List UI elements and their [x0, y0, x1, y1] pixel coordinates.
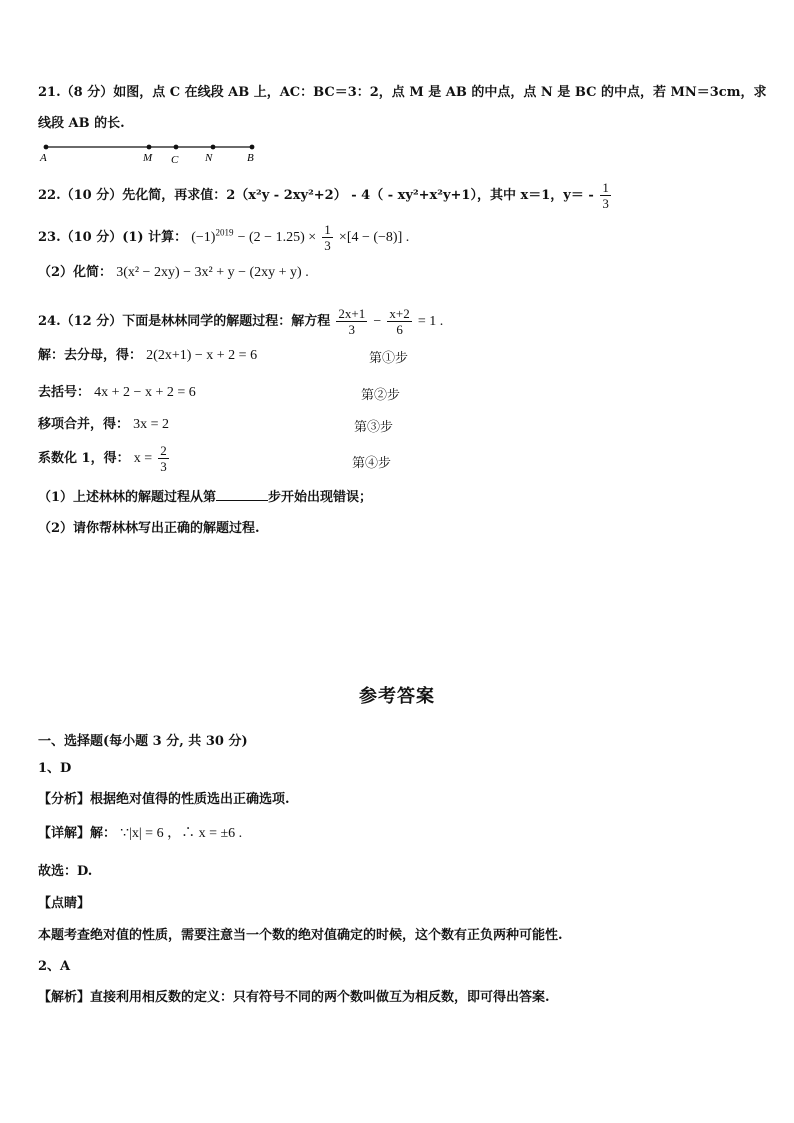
q23-exponent: 2019	[215, 227, 234, 238]
q23-expr-c: ×[4 − (−8)] .	[338, 230, 410, 245]
q24-s2-step: 第②步	[361, 388, 401, 403]
q24-sub1-a: （1）上述林林的解题过程从第	[38, 490, 217, 505]
q23-frac-den: 3	[324, 238, 331, 253]
label-a: A	[40, 152, 47, 164]
section-heading: 一、选择题(每小题 3 分, 共 30 分)	[38, 734, 248, 749]
q24-step1	[38, 347, 257, 365]
q24-stem	[38, 306, 443, 337]
q24-s3-step: 第③步	[354, 420, 394, 435]
q24-sub2: （2）请你帮林林写出正确的解题过程.	[38, 521, 260, 536]
q24-minus: −	[373, 314, 382, 329]
q24-fraction-1	[336, 306, 367, 337]
q24-f2-num: x+2	[389, 306, 410, 321]
q24-s2-expr: 4x + 2 − x + 2 = 6	[94, 385, 196, 400]
q23-expr-a: (−1)	[191, 230, 216, 245]
q23-frac-num: 1	[324, 222, 331, 237]
answers-title: 参考答案	[359, 686, 435, 707]
answer-1-analysis: 【分析】根据绝对值得的性质选出正确选项.	[38, 792, 290, 807]
answer-1-detail	[38, 825, 242, 843]
q24-s2-label: 去括号：	[38, 385, 91, 400]
q22-fraction	[600, 180, 611, 211]
q24-sub1	[38, 488, 372, 507]
point-a	[44, 145, 49, 150]
label-m: M	[143, 152, 153, 164]
q24-s1-expr: 2(2x+1) − x + 2 = 6	[146, 348, 258, 363]
point-c	[174, 145, 179, 150]
q22-frac-num: 1	[602, 180, 609, 195]
q24-prefix: 24.（12 分）下面是林林同学的解题过程：解方程	[38, 314, 331, 329]
q24-f1-num: 2x+1	[338, 306, 366, 321]
q24-f2-den: 6	[387, 321, 411, 337]
q21-line1: 21.（8 分）如图，点 C 在线段 AB 上，AC：BC＝3：2，点 M 是 AB 的中点，点 N 是 BC 的中点，若 MN＝3cm，求	[38, 85, 767, 100]
point-b	[250, 145, 255, 150]
label-b: B	[247, 152, 254, 164]
answer-1-tip: 本题考查绝对值的性质，需要注意当一个数的绝对值确定的时候，这个数有正负两种可能性.	[38, 928, 563, 943]
answer-1-choice: 故选：D.	[38, 864, 93, 879]
answer-2: 2、A	[38, 959, 71, 974]
q24-fraction-2	[387, 306, 411, 337]
q24-step2	[38, 384, 196, 402]
q23-fraction	[322, 222, 333, 253]
detail-expr: ∵|x| = 6 ，∴ x = ±6 .	[120, 826, 243, 841]
q24-step4	[38, 443, 171, 474]
q22-line	[38, 180, 613, 211]
q23-part2-expr: 3(x² − 2xy) − 3x² + y − (2xy + y) .	[116, 265, 309, 280]
q22-frac-den: 3	[602, 196, 609, 211]
q24-s4-fraction	[158, 443, 169, 474]
answer-1: 1、D	[38, 761, 72, 776]
q24-rhs: = 1 .	[417, 314, 444, 329]
q24-s3-expr: 3x = 2	[133, 417, 170, 432]
point-n	[211, 145, 216, 150]
detail-label: 【详解】解：	[38, 826, 117, 841]
answer-blank[interactable]	[216, 488, 268, 501]
q24-s4-den: 3	[160, 459, 167, 474]
q24-step3	[38, 416, 169, 434]
q24-sub1-b: 步开始出现错误；	[268, 490, 373, 505]
answer-1-tip-label: 【点睛】	[38, 896, 91, 911]
q24-s3-label: 移项合并，得：	[38, 417, 130, 432]
q24-s4-label: 系数化 1，得：	[38, 451, 130, 466]
q23-part2-prefix: （2）化简：	[38, 265, 113, 280]
q24-s4-step: 第④步	[352, 456, 392, 471]
answer-2-analysis: 【解析】直接利用相反数的定义：只有符号不同的两个数叫做互为相反数，即可得出答案.	[38, 990, 550, 1005]
q24-s1-label: 解：去分母，得：	[38, 348, 143, 363]
q22-text: 22.（10 分）先化简，再求值：2（x²y - 2xy²+2） - 4（ - xy²+x²y+1），其中 x＝1，y＝ -	[38, 188, 594, 203]
q23-line2	[38, 264, 309, 282]
q24-s1-step: 第①步	[369, 351, 409, 366]
label-n: N	[205, 152, 213, 164]
segment-diagram	[36, 140, 266, 166]
q24-f1-den: 3	[336, 321, 367, 337]
q24-s4-num: 2	[160, 443, 167, 458]
q24-s4-lhs: x =	[133, 451, 153, 466]
point-m	[147, 145, 152, 150]
q23-prefix: 23.（10 分）(1) 计算：	[38, 230, 188, 245]
q21-line2: 线段 AB 的长.	[38, 116, 125, 131]
label-c: C	[171, 154, 179, 166]
q23-line1	[38, 222, 409, 253]
q23-expr-b: − (2 − 1.25) ×	[237, 230, 317, 245]
